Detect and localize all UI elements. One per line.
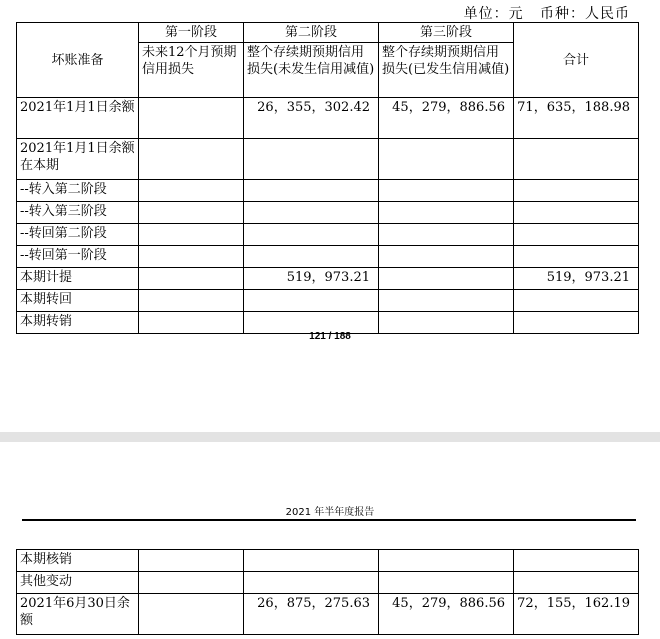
row-label: --转入第二阶段 — [17, 180, 139, 202]
row-label: --转回第一阶段 — [17, 246, 139, 268]
total-value — [514, 246, 639, 268]
bad-debt-table-part2 — [16, 549, 639, 635]
stage3-value: 45，279，886.56 — [379, 594, 514, 635]
stage1-value — [139, 98, 244, 139]
stage2-title: 第二阶段 — [244, 23, 379, 43]
stage2-value: 26，875，275.63 — [244, 594, 379, 635]
stage2-value — [244, 550, 379, 572]
total-value — [514, 550, 639, 572]
row-label: 2021年1月1日余额 — [17, 98, 139, 139]
table-row — [17, 202, 639, 224]
table-row — [17, 246, 639, 268]
stage3-desc: 整个存续期预期信用损失(已发生信用减值) — [379, 43, 514, 98]
row-label: 2021年1月1日余额在本期 — [17, 139, 139, 180]
stage2-value — [244, 246, 379, 268]
stage1-title: 第一阶段 — [139, 23, 244, 43]
report-header-title: 2021 年半年度报告 — [285, 507, 375, 518]
total-value — [514, 290, 639, 312]
stage1-value — [139, 202, 244, 224]
table-row — [17, 572, 639, 594]
unit-line — [464, 3, 630, 23]
stage3-value — [379, 202, 514, 224]
stage3-value — [379, 268, 514, 290]
stage3-value — [379, 550, 514, 572]
row-header-cell: 坏账准备 — [17, 23, 139, 98]
table-header-row — [17, 23, 639, 43]
total-header: 合计 — [514, 23, 639, 98]
stage2-value — [244, 202, 379, 224]
page-number: 121 / 188 — [309, 331, 351, 342]
stage2-value — [244, 224, 379, 246]
stage1-value — [139, 594, 244, 635]
stage1-desc: 未来12个月预期信用损失 — [139, 43, 244, 98]
total-value — [514, 139, 639, 180]
total-value — [514, 572, 639, 594]
total-value — [514, 224, 639, 246]
stage1-value — [139, 139, 244, 180]
table-row — [17, 139, 639, 180]
table-row — [17, 550, 639, 572]
total-value: 72，155，162.19 — [514, 594, 639, 635]
stage3-value — [379, 290, 514, 312]
row-label: --转回第二阶段 — [17, 224, 139, 246]
header-rule — [22, 519, 636, 521]
row-label: --转入第三阶段 — [17, 202, 139, 224]
stage3-value — [379, 224, 514, 246]
table-body-part2 — [17, 550, 639, 635]
stage2-value — [244, 139, 379, 180]
stage3-value — [379, 180, 514, 202]
stage2-value — [244, 572, 379, 594]
row-label: 本期核销 — [17, 550, 139, 572]
stage3-value — [379, 246, 514, 268]
stage1-value — [139, 290, 244, 312]
stage2-value: 519，973.21 — [244, 268, 379, 290]
currency-label: 币种：人民币 — [540, 6, 630, 22]
unit-label: 单位：元 — [463, 6, 524, 22]
table-row — [17, 290, 639, 312]
stage2-value — [244, 180, 379, 202]
table-row — [17, 98, 639, 139]
row-label: 本期转回 — [17, 290, 139, 312]
row-label: 其他变动 — [17, 572, 139, 594]
total-value — [514, 202, 639, 224]
table-row — [17, 180, 639, 202]
bad-debt-table-part1 — [16, 22, 639, 334]
table-row — [17, 594, 639, 635]
stage3-title: 第三阶段 — [379, 23, 514, 43]
stage1-value — [139, 224, 244, 246]
table-row — [17, 268, 639, 290]
row-label: 本期计提 — [17, 268, 139, 290]
stage1-value — [139, 572, 244, 594]
stage1-value — [139, 246, 244, 268]
row-label: 本期转销 — [17, 312, 139, 334]
stage1-value — [139, 180, 244, 202]
stage3-value — [379, 572, 514, 594]
stage2-value: 26，355，302.42 — [244, 98, 379, 139]
stage3-value — [379, 139, 514, 180]
stage3-value: 45，279，886.56 — [379, 98, 514, 139]
stage2-value — [244, 290, 379, 312]
stage1-value — [139, 268, 244, 290]
row-label: 2021年6月30日余额 — [17, 594, 139, 635]
total-value: 519，973.21 — [514, 268, 639, 290]
table-body-part1 — [17, 98, 639, 334]
total-value — [514, 180, 639, 202]
stage1-value — [139, 550, 244, 572]
stage2-desc: 整个存续期预期信用损失(未发生信用减值) — [244, 43, 379, 98]
table-row — [17, 224, 639, 246]
total-value: 71，635，188.98 — [514, 98, 639, 139]
page-separator — [0, 432, 660, 442]
